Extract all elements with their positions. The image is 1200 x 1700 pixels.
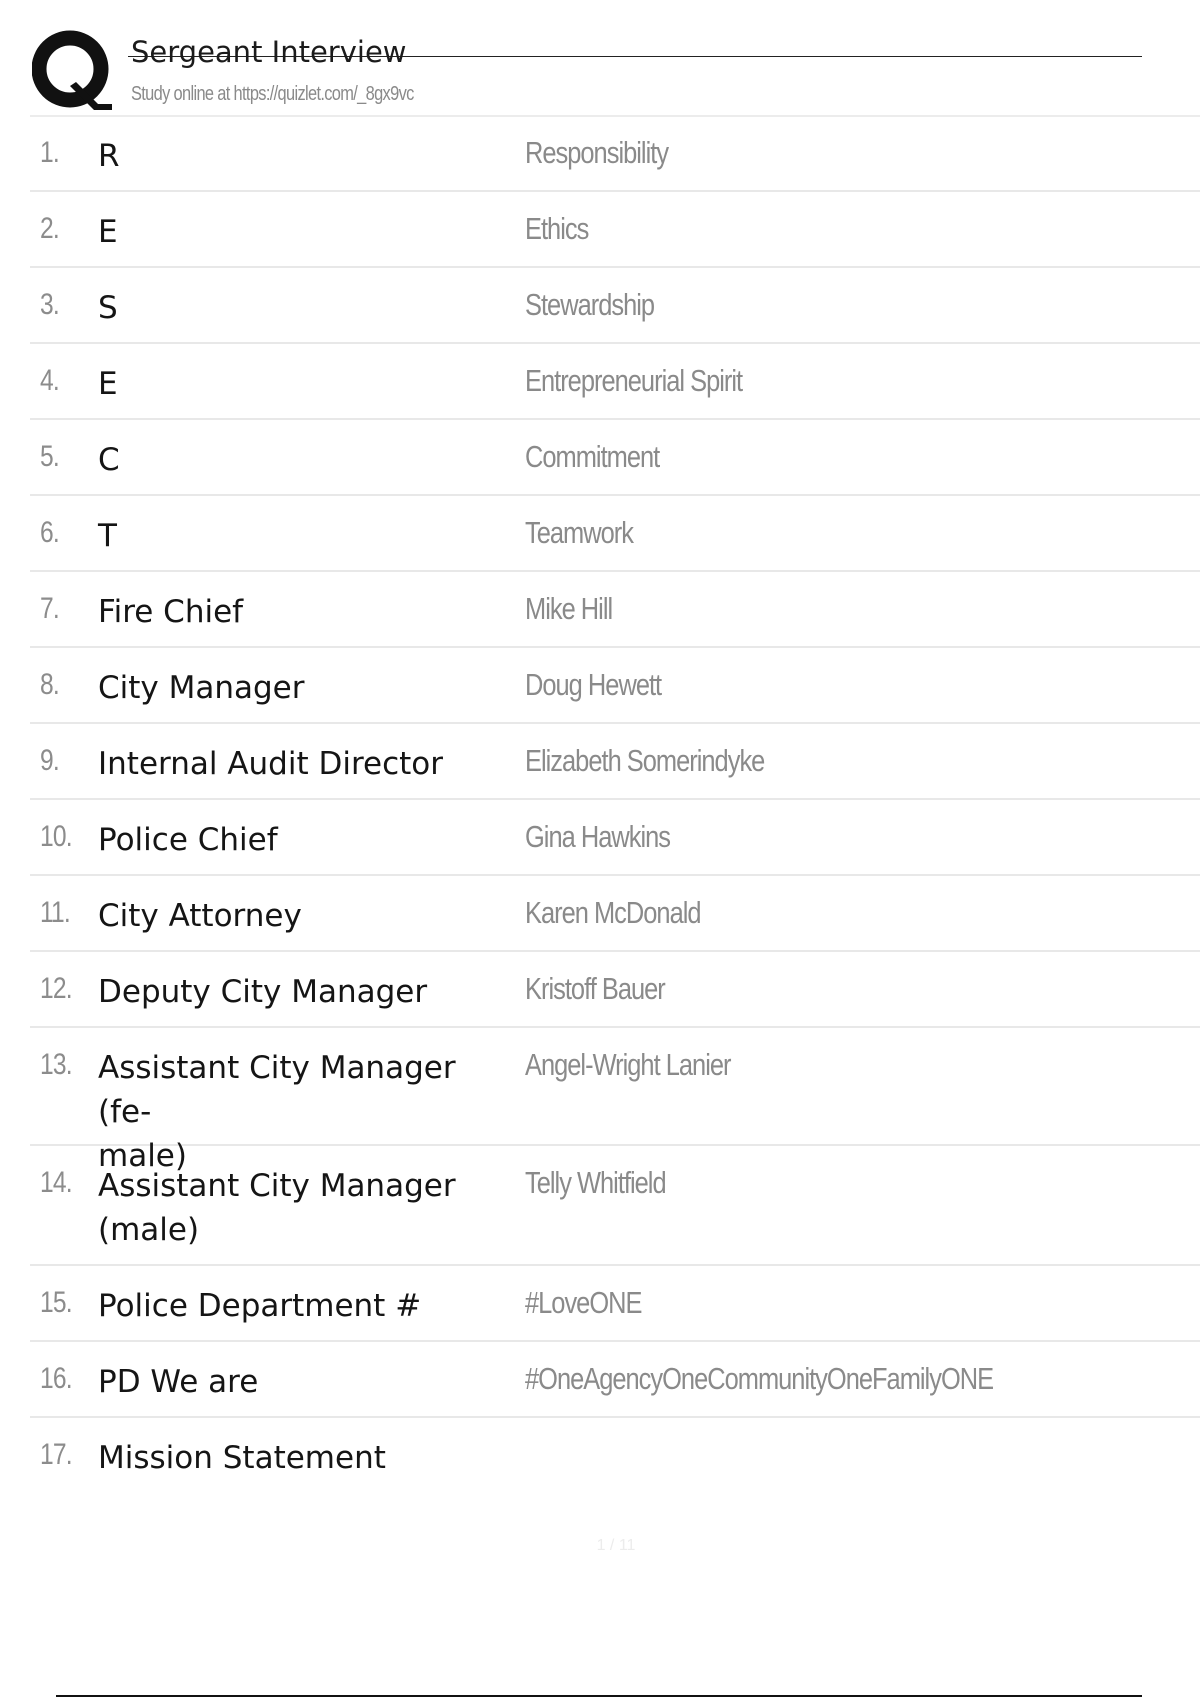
card-number: 9. <box>40 744 59 777</box>
card-term: Police Chief <box>98 822 278 858</box>
card-term: Deputy City Manager <box>98 974 428 1010</box>
flashcard-row <box>30 876 1200 952</box>
flashcard-row <box>30 724 1200 800</box>
card-term: R <box>98 138 120 174</box>
flashcard-row <box>30 344 1200 420</box>
card-number: 1. <box>40 136 59 169</box>
card-definition: Gina Hawkins <box>525 819 671 854</box>
card-term: City Attorney <box>98 898 302 934</box>
flashcard-row <box>30 648 1200 724</box>
study-online-link[interactable]: Study online at https://quizlet.com/_8gx9vc <box>131 83 414 105</box>
card-definition: Stewardship <box>525 287 655 322</box>
card-definition: Responsibility <box>525 135 669 170</box>
card-definition: Elizabeth Somerindyke <box>525 743 765 778</box>
flashcard-row <box>30 1418 1200 1494</box>
card-term: Assistant City Manager (fe- male) <box>98 1050 456 1174</box>
flashcard-row <box>30 572 1200 648</box>
card-number: 8. <box>40 668 59 701</box>
document-title: Sergeant Interview <box>131 35 407 69</box>
card-definition: Telly Whitfield <box>525 1165 666 1200</box>
card-definition: #OneAgencyOneCommunityOneFamilyONE <box>525 1361 994 1396</box>
card-number: 17. <box>40 1438 72 1471</box>
card-definition: Kristoff Bauer <box>525 971 665 1006</box>
flashcard-row <box>30 1266 1200 1342</box>
flashcard-list <box>30 116 1200 1494</box>
card-definition: Teamwork <box>525 515 633 550</box>
card-number: 12. <box>40 972 72 1005</box>
card-definition: Commitment <box>525 439 660 474</box>
card-term: E <box>98 214 118 250</box>
card-term: Assistant City Manager (male) <box>98 1168 456 1248</box>
card-number: 4. <box>40 364 59 397</box>
card-number: 7. <box>40 592 59 625</box>
card-definition: Doug Hewett <box>525 667 662 702</box>
card-number: 5. <box>40 440 59 473</box>
card-number: 2. <box>40 212 59 245</box>
card-number: 15. <box>40 1286 72 1319</box>
flashcard-row <box>30 420 1200 496</box>
card-number: 13. <box>40 1048 72 1081</box>
card-term: T <box>98 518 117 554</box>
footer-rule <box>56 1695 1142 1697</box>
card-definition: #LoveONE <box>525 1285 642 1320</box>
card-term: E <box>98 366 118 402</box>
flashcard-row <box>30 952 1200 1028</box>
card-term: C <box>98 442 120 478</box>
flashcard-row <box>30 1146 1200 1266</box>
card-definition: Angel-Wright Lanier <box>525 1047 731 1082</box>
card-term: City Manager <box>98 670 305 706</box>
card-number: 16. <box>40 1362 72 1395</box>
card-number: 14. <box>40 1166 72 1199</box>
card-number: 6. <box>40 516 59 549</box>
card-term: Fire Chief <box>98 594 244 630</box>
flashcard-row <box>30 268 1200 344</box>
card-number: 11. <box>40 896 70 929</box>
card-term: PD We are <box>98 1364 259 1400</box>
card-definition: Karen McDonald <box>525 895 701 930</box>
page-number: 1 / 11 <box>596 1537 636 1554</box>
card-definition: Mike Hill <box>525 591 613 626</box>
card-term: Internal Audit Director <box>98 746 444 782</box>
flashcard-row <box>30 496 1200 572</box>
flashcard-row <box>30 192 1200 268</box>
flashcard-row <box>30 1028 1200 1174</box>
card-definition: Entrepreneurial Spirit <box>525 363 743 398</box>
flashcard-row <box>30 1342 1200 1418</box>
card-term: S <box>98 290 118 326</box>
card-term: Mission Statement <box>98 1440 386 1476</box>
card-number: 10. <box>40 820 72 853</box>
flashcard-row <box>30 800 1200 876</box>
card-number: 3. <box>40 288 59 321</box>
quizlet-q-logo-icon <box>32 30 112 112</box>
flashcard-row <box>30 116 1200 192</box>
card-term: Police Department # <box>98 1288 422 1324</box>
card-definition: Ethics <box>525 211 589 246</box>
